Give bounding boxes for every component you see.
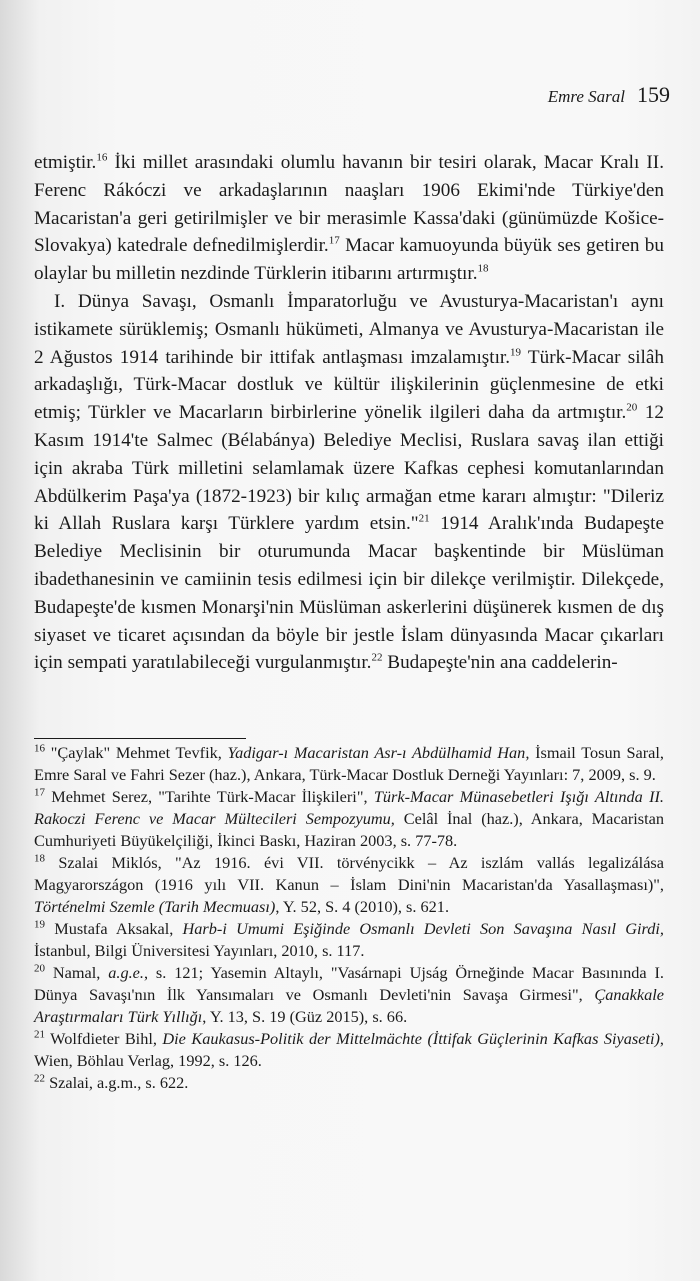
footnote-text: Namal, bbox=[52, 963, 109, 982]
footnote-text: , s. 121; Yasemin Altaylı, "Vasárnapi Ujság Örneğinde Macar Basınında I. Dünya Savaşı'nın İlk Yansımaları ve Osmanlı Devleti'nin Savaşa Girmesi", bbox=[34, 963, 664, 1004]
body-text bbox=[34, 149, 664, 677]
footnote-text: , Y. 13, S. 19 (Güz 2015), s. 66. bbox=[202, 1007, 408, 1026]
footnote-title: Die Kaukasus-Politik der Mittelmächte (İttifak Güçlerinin Kafkas Siyaseti) bbox=[162, 1029, 660, 1048]
footnote-ref-20: 20 bbox=[626, 401, 638, 414]
paragraph-2 bbox=[34, 288, 664, 677]
paragraph-1 bbox=[34, 149, 664, 288]
footnote-title: a.g.e. bbox=[108, 963, 144, 982]
footnote-ref-16: 16 bbox=[96, 151, 108, 164]
footnote-text: Celâl İnal (haz.), Ankara, Macaristan Cumhuriyeti Büyükelçiliği, İkinci Baskı, Haziran 2003, s. 77-78. bbox=[34, 809, 664, 850]
footnote-22 bbox=[34, 1072, 664, 1094]
footnote-number: 16 bbox=[34, 742, 45, 755]
footnote-text: "Çaylak" Mehmet Tevfik, bbox=[50, 743, 228, 762]
footnote-number: 19 bbox=[34, 918, 45, 931]
footnote-title: Harb-i Umumi Eşiğinde Osmanlı Devleti Son Savaşına Nasıl Girdi, bbox=[182, 919, 665, 938]
footnote-ref-17: 17 bbox=[328, 235, 340, 247]
footnote-number: 21 bbox=[34, 1028, 45, 1041]
paragraph-text: 12 Kasım 1914'te Salmec (Bélabánya) Belediye Meclisi, Ruslara savaş ilan ettiği için akraba Türk milletini selamlamak üzere Kafkas cephesi komutanlarından Abdülkerim Paşa'ya (1872-1923) bir kılıç armağan etme kararı almıştır: "Dileriz ki Allah Ruslara karşı Türklere yardım etsin." bbox=[34, 402, 665, 535]
paragraph-text: 1914 Aralık'ında Budapeşte Belediye Meclisinin bir oturumunda Macar başkentinde bir Müslüman ibadethanesinin ve camiinin tesis edilmesi için bir dilekçe verilmiştir. Dilekçede, Budapeşte'de kısmen Monarşi'nin Müslüman askerlerini düşünerek kısmen de dış siyaset ve ticaret açısından da böyle bir jestle İslam dünyasında Macar çıkarları için sempati yaratılabileceği vurgulanmıştır. bbox=[34, 513, 664, 674]
footnote-ref-18: 18 bbox=[477, 262, 489, 275]
footnote-text: Szalai, a.g.m., s. 622. bbox=[49, 1073, 189, 1092]
footnote-text: Wolfdieter Bihl, bbox=[50, 1029, 163, 1048]
footnote-17 bbox=[34, 786, 664, 852]
footnote-ref-21: 21 bbox=[418, 512, 430, 525]
paragraph-text: Budapeşte'nin ana caddelerin- bbox=[382, 652, 618, 674]
footnote-text: İstanbul, Bilgi Üniversitesi Yayınları, 2010, s. 117. bbox=[34, 941, 365, 960]
footnote-19 bbox=[34, 918, 664, 962]
footnote-divider bbox=[34, 738, 246, 739]
footnote-number: 20 bbox=[34, 962, 45, 975]
running-header bbox=[548, 82, 670, 108]
footnote-21 bbox=[34, 1028, 664, 1072]
footnote-title: Yadigar-ı Macaristan Asr-ı Abdülhamid Han, bbox=[227, 743, 530, 762]
footnote-text: , Y. 52, S. 4 (2010), s. 621. bbox=[275, 897, 450, 916]
footnote-ref-19: 19 bbox=[510, 346, 522, 359]
paragraph-text: İki millet arasındaki olumlu havanın bir tesiri olarak, Macar Kralı II. Ferenc Rákóczi ve arkadaşlarının naaşları 1906 Ekimi'nde Türkiye'den Macaristan'a geri getirilmişler ve bir merasimle Kassa'daki (günümüzde Košice-Slovakya) katedrale defnedilmişlerdir. bbox=[34, 152, 664, 257]
running-header-author: Emre Saral bbox=[547, 87, 625, 106]
footnote-number: 18 bbox=[34, 852, 45, 865]
footnote-ref-22: 22 bbox=[371, 651, 383, 664]
footnote-text: İsmail Tosun Saral, Emre Saral ve Fahri Sezer (haz.), Ankara, Türk-Macar Dostluk Derneği Yayınları: 7, 2009, s. 9. bbox=[34, 743, 664, 784]
footnote-title: Történelmi Szemle (Tarih Mecmuası) bbox=[34, 897, 276, 916]
footnote-title: Türk-Macar Münasebetleri Işığı Altında II. Rakoczi Ferenc ve Macar Mültecileri Sempozyumu, bbox=[34, 787, 664, 828]
footnote-18 bbox=[34, 852, 664, 918]
footnote-number: 22 bbox=[34, 1072, 45, 1085]
paragraph-text: Macar kamuoyunda büyük ses getiren bu olaylar bu milletin nezdinde Türklerin itibarını artırmıştır. bbox=[34, 235, 664, 285]
paragraph-text: I. Dünya Savaşı, Osmanlı İmparatorluğu ve Avusturya-Macaristan'ı aynı istikamete sürüklemiş; Osmanlı hükümeti, Almanya ve Avusturya-Macaristan ile 2 Ağustos 1914 tarihinde bir ittifak antlaşması imzalamıştır. bbox=[34, 290, 664, 368]
footnote-16 bbox=[34, 742, 664, 786]
paragraph-text: Türk-Macar silâh arkadaşlığı, Türk-Macar dostluk ve kültür ilişkilerinin güçlenmesine de etki etmiş; Türkler ve Macarların birbirlerine yönelik ilgileri daha da artmıştır. bbox=[34, 346, 664, 424]
footnotes bbox=[34, 742, 664, 1094]
paragraph-text: etmiştir. bbox=[34, 152, 97, 173]
footnote-text: Mustafa Aksakal, bbox=[54, 919, 183, 938]
footnote-title: Çanakkale Araştırmaları Türk Yıllığı bbox=[34, 985, 664, 1026]
footnote-text: Mehmet Serez, "Tarihte Türk-Macar İlişkileri", bbox=[51, 787, 374, 806]
page-number: 159 bbox=[637, 82, 670, 107]
footnote-text: Szalai Miklós, "Az 1916. évi VII. törvénycikk – Az iszlám vallás legalizálása Magyarországon (1916 yılı VII. Kanun – İslam Dini'nin Macaristan'da Yasallaşması)", bbox=[34, 853, 664, 894]
footnote-20 bbox=[34, 962, 664, 1028]
footnote-number: 17 bbox=[34, 786, 45, 799]
footnote-text: , Wien, Böhlau Verlag, 1992, s. 126. bbox=[34, 1029, 664, 1070]
